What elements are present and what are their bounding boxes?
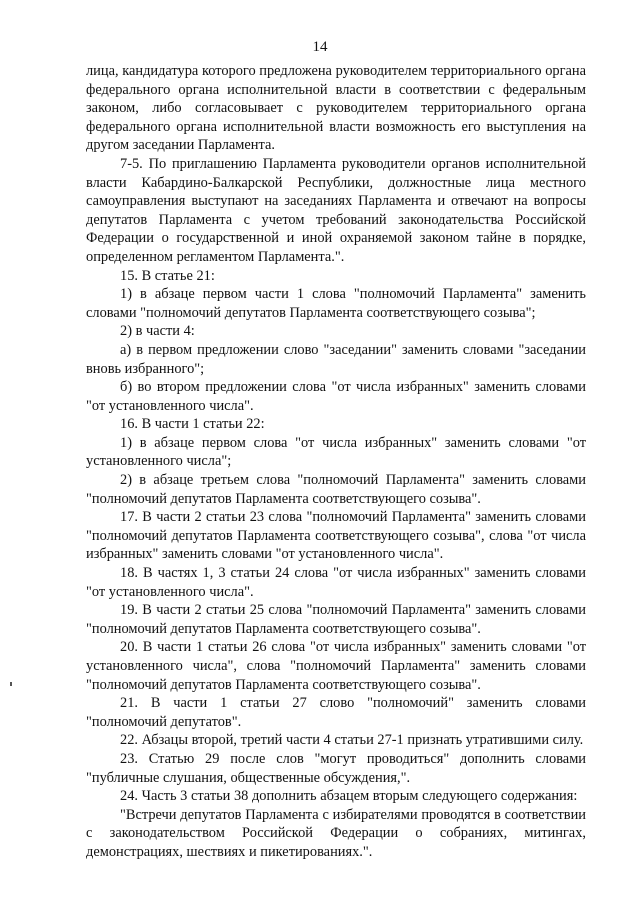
paragraph-item-20: 20. В части 1 статьи 26 слова "от числа избранных" заменить словами "от установленного числа", слова "полномочий Парламента" заменить словами "полномочий депутатов Парламента соответствующего созыва".	[86, 639, 586, 693]
paragraph-item-15: 15. В статье 21:	[120, 267, 215, 284]
paragraph-item-16-1: 1) в абзаце первом слова "от числа избранных" заменить словами "от установленного числа";	[86, 434, 586, 470]
page-number: 14	[312, 39, 328, 55]
paragraph-item-7-5: 7-5. По приглашению Парламента руководители органов исполнительной власти Кабардино-Балкарской Республики, должностные лица местного самоуправления выступают на заседаниях Парламента и отвечают на вопросы депутатов Парламента с учетом требований законодательства Российской Федерации о государственной и иной охраняемой законом тайне в порядке, определенном регламентом Парламента.".	[86, 155, 586, 265]
paragraph-item-22: 22. Абзацы второй, третий части 4 статьи 27-1 признать утратившими силу.	[120, 732, 584, 749]
paragraph-item-17: 17. В части 2 статьи 23 слова "полномочий Парламента" заменить словами "полномочий депутатов Парламента соответствующего созыва", слова "от числа избранных" заменить словами "от установленного числа".	[86, 509, 586, 563]
paragraph-item-21: 21. В части 1 статьи 27 слово "полномочий" заменить словами "полномочий депутатов".	[86, 695, 586, 730]
paragraph-quote: "Встречи депутатов Парламента с избирателями проводятся в соответствии с законодательством Российской Федерации о собраниях, митингах, демонстрациях, шествиях и пикетированиях.".	[86, 806, 586, 860]
paragraph-item-15-2: 2) в части 4:	[120, 323, 195, 340]
paragraph-item-18: 18. В частях 1, 3 статьи 24 слова "от числа избранных" заменить словами "от установленного числа".	[86, 565, 586, 600]
paragraph-item-24: 24. Часть 3 статьи 38 дополнить абзацем вторым следующего содержания:	[120, 788, 578, 805]
paragraph-continuation: лица, кандидатура которого предложена руководителем территориального органа федерального органа исполнительной власти в соответствии с федеральным законом, либо согласовывает с руководителем территориального органа федерального органа исполнительной власти возможность его выступления на другом заседании Парламента.	[86, 63, 586, 154]
paragraph-item-16: 16. В части 1 статьи 22:	[120, 416, 265, 433]
paragraph-item-19: 19. В части 2 статьи 25 слова "полномочий Парламента" заменить словами "полномочий депутатов Парламента соответствующего созыва".	[86, 602, 586, 637]
paragraph-item-15-2-a: а) в первом предложении слово "заседании" заменить словами "заседании вновь избранного";	[86, 341, 586, 377]
paragraph-item-15-2-b: б) во втором предложении слова "от числа избранных" заменить словами "от установленного числа".	[86, 379, 586, 414]
margin-mark	[10, 682, 12, 686]
document-body	[86, 62, 586, 862]
paragraph-item-15-1: 1) в абзаце первом части 1 слова "полномочий Парламента" заменить словами "полномочий депутатов Парламента соответствующего созыва";	[86, 286, 586, 321]
paragraph-item-16-2: 2) в абзаце третьем слова "полномочий Парламента" заменить словами "полномочий депутатов Парламента соответствующего созыва".	[86, 472, 586, 507]
paragraph-item-23: 23. Статью 29 после слов "могут проводиться" дополнить словами "публичные слушания, общественные обсуждения,".	[86, 750, 586, 786]
